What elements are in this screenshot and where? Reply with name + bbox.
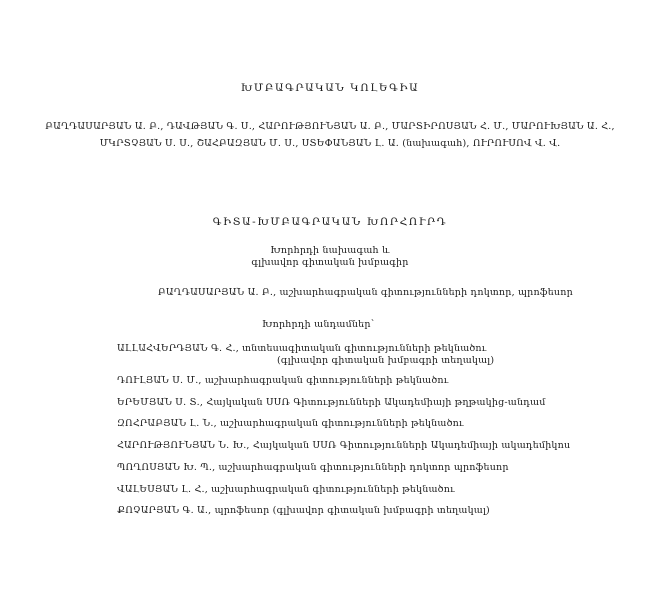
editorial-board-members-line2: ՄԿՐՏՉՅԱՆ Ս. Ս., ՇԱՀԲԱԶՅԱՆ Մ. Ս., ՍՏԵՓԱՆՅԱՆ Լ. Ա. (նախագահ), ՈՒՐՈՒՍՈՎ Վ. Վ. <box>99 138 561 149</box>
member-entry: ԴՈՒԼՅԱՆ Ս. Մ., աշխարհագրական գիտությունների թեկնածու <box>117 375 449 386</box>
chair-heading-line2: գլխավոր գիտական խմբագիր <box>251 257 409 268</box>
member-entry: ՔՈՉԱՐՅԱՆ Գ. Ա., պրոֆեսոր (գլխավոր գիտական խմբագրի տեղակալ) <box>117 505 490 516</box>
editorial-board-members-line1: ԲԱՂԴԱՍԱՐՅԱՆ Ա. Բ., ԴԱՎԹՅԱՆ Գ. Ս., ՀԱՐՈՒԹՅՈՒՆՅԱՆ Ա. Բ., ՄԱՐՏԻՐՈՍՅԱՆ Հ. Մ., ՄԱՐՈՒԽՅԱՆ Ա. Հ., <box>45 121 615 132</box>
member-entry: ԱԼԼԱՀՎԵՐԴՅԱՆ Գ. Հ., տնտեսագիտական գիտությունների թեկնածու <box>117 343 487 354</box>
member-entry: ԶՈՀՐԱԲՅԱՆ Լ. Ն., աշխարհագրական գիտությունների թեկնածու <box>117 418 464 429</box>
member-entry-note: (գլխավոր գիտական խմբագրի տեղակալ) <box>277 355 495 366</box>
members-heading: Խորհրդի անդամներ՝ <box>262 319 375 330</box>
member-entry: ԵՐԵՄՅԱՆ Ս. Տ., Հայկական ՍՍՌ Գիտությունների Ակադեմիայի թղթակից-անդամ <box>117 397 546 408</box>
member-entry: ՀԱՐՈՒԹՅՈՒՆՅԱՆ Ն. Խ., Հայկական ՍՍՌ Գիտությունների Ակադեմիայի ակադեմիկոս <box>117 440 571 451</box>
chair-entry: ԲԱՂԴԱՍԱՐՅԱՆ Ա. Բ., աշխարհագրական գիտությունների դոկտոր, պրոֆեսոր <box>158 287 573 298</box>
member-entry: ՊՈՂՈՍՅԱՆ Խ. Պ., աշխարհագրական գիտությունների դոկտոր պրոֆեսոր <box>117 462 509 473</box>
council-title: ԳԻՏԱ-ԽՄԲԱԳՐԱԿԱՆ ԽՈՐՀՈՒՐԴ <box>212 216 448 228</box>
chair-heading-line1: Խորհրդի նախագահ և <box>270 245 390 256</box>
editorial-board-title: ԽՄԲԱԳՐԱԿԱՆ ԿՈԼԵԳԻԱ <box>240 82 420 94</box>
member-entry: ՎԱԼԵՍՅԱՆ Լ. Հ., աշխարհագրական գիտությունների թեկնածու <box>117 484 455 495</box>
